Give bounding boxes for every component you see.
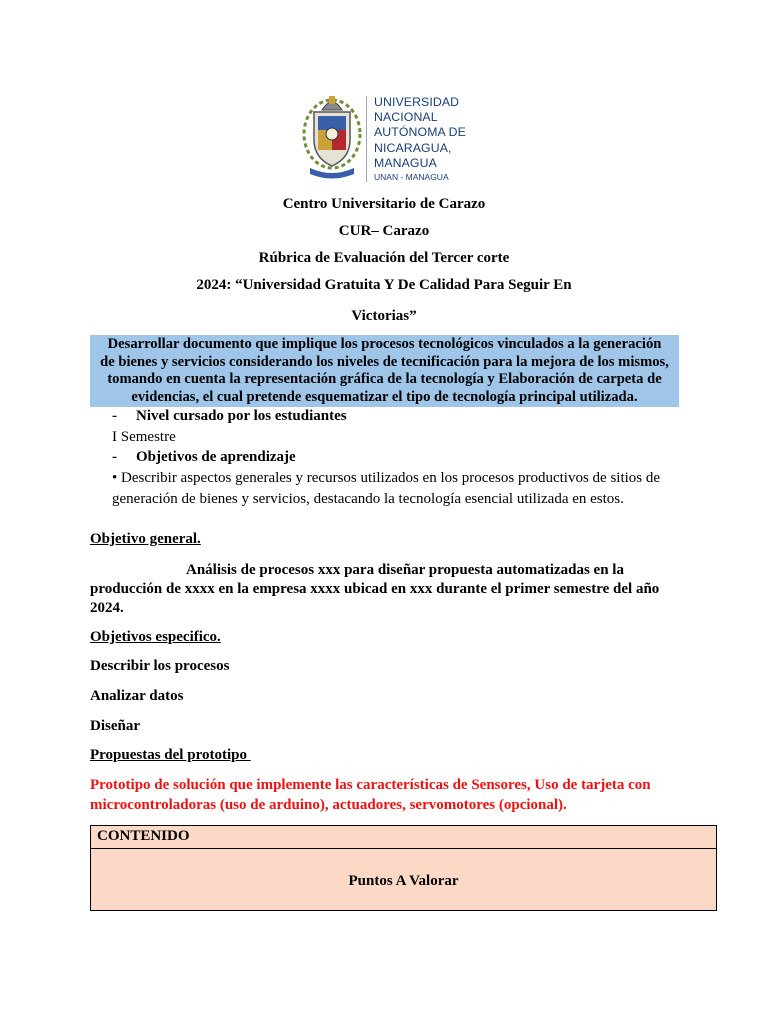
objetivo-item: Diseñar: [90, 718, 140, 734]
objetivos-especificos-title: Objetivos especifico.: [90, 629, 221, 645]
highlight-line: evidencias, el cual pretende esquematizar el tipo de tecnología principal utilizada.: [131, 388, 638, 405]
logo-line: NICARAGUA,: [374, 140, 452, 155]
logo-subtitle: UNAN - MANAGUA: [374, 172, 449, 182]
dash-bullet: -: [112, 449, 117, 465]
nivel-heading: [112, 408, 347, 425]
propuestas-line: Prototipo de solución que implemente las características de Sensores, Uso de tarjeta con: [90, 777, 651, 793]
dash-bullet: -: [112, 408, 117, 424]
coat-of-arms-icon: [300, 90, 364, 185]
motto-line-2: Victorias”: [351, 308, 417, 324]
center-name: Centro Universitario de Carazo: [282, 196, 486, 212]
logo-line: AUTÓNOMA DE: [374, 125, 466, 140]
propuestas-title: Propuestas del prototipo: [90, 747, 251, 763]
aprendizaje-heading: [112, 449, 296, 466]
objetivo-item: Describir los procesos: [90, 658, 230, 674]
cur-name: CUR– Carazo: [338, 223, 430, 239]
propuestas-description: [90, 776, 690, 815]
table-cell: Puntos A Valorar: [348, 873, 459, 889]
motto-line-1: 2024: “Universidad Gratuita Y De Calidad Para Seguir En: [196, 277, 572, 293]
objetivo-general-line-1: Análisis de procesos xxx para diseñar propuesta automatizadas en la: [186, 562, 624, 578]
highlight-paragraph: [88, 336, 681, 406]
nivel-label: Nivel cursado por los estudiantes: [136, 408, 347, 424]
logo-divider: [366, 96, 367, 182]
aprendizaje-line-1: • Describir aspectos generales y recursos utilizados en los procesos productivos de sitios de: [112, 470, 661, 486]
logo-line: MANAGUA: [374, 155, 437, 170]
logo-wordmark: [374, 95, 484, 171]
table-header-cell: CONTENIDO: [97, 828, 190, 844]
propuestas-line: microcontroladoras (uso de arduino), actuadores, servomotores (opcional).: [90, 796, 567, 813]
nivel-value: I Semestre: [112, 429, 176, 445]
table-header-row: [91, 826, 716, 849]
objetivo-item: Analizar datos: [90, 688, 184, 704]
table-row: [91, 873, 716, 890]
logo-line: UNIVERSIDAD: [374, 95, 460, 109]
aprendizaje-label: Objetivos de aprendizaje: [136, 449, 296, 465]
logo-line: NACIONAL: [374, 110, 438, 125]
highlight-line: de bienes y servicios considerando los niveles de tecnificación para la mejora de los mismos,: [100, 353, 669, 370]
content-table: [90, 825, 717, 911]
aprendizaje-line-2: generación de bienes y servicios, destacando la tecnología esencial utilizada en estos.: [112, 491, 624, 507]
highlight-line: tomando en cuenta la representación gráfica de la tecnología y Elaboración de carpeta de: [107, 371, 662, 387]
objetivo-general-line-2: producción de xxxx en la empresa xxxx ubicad en xxx durante el primer semestre del año: [90, 581, 660, 597]
objetivo-general-title: Objetivo general.: [90, 531, 201, 547]
highlight-line: Desarrollar documento que implique los procesos tecnológicos vinculados a la generación: [107, 336, 662, 352]
rubric-title: Rúbrica de Evaluación del Tercer corte: [258, 250, 510, 266]
objetivo-general-line-3: 2024.: [90, 600, 124, 616]
